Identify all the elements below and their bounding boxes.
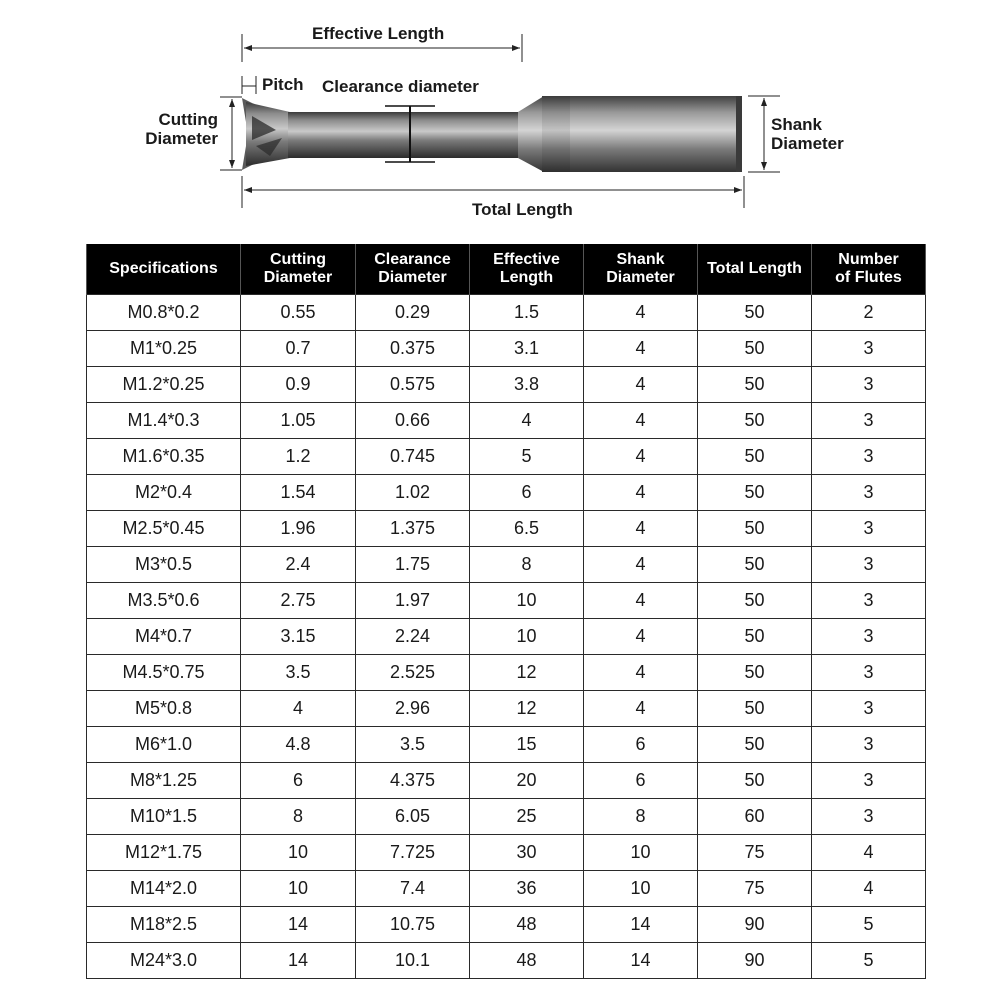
table-row: [87, 835, 926, 871]
value-cell: 75: [698, 871, 812, 907]
column-header-text: Shank: [616, 251, 665, 268]
column-header-text: Number: [838, 251, 899, 268]
column-header-text: Specifications: [109, 260, 218, 277]
value-cell: 1.54: [241, 475, 356, 511]
value-cell: 4: [584, 655, 698, 691]
value-cell: 50: [698, 691, 812, 727]
value-cell: 10: [470, 583, 584, 619]
value-cell: 4: [241, 691, 356, 727]
value-cell: 6.5: [470, 511, 584, 547]
value-cell: 4.8: [241, 727, 356, 763]
column-header-text: Diameter: [378, 269, 447, 286]
value-cell: 36: [470, 871, 584, 907]
value-cell: 50: [698, 439, 812, 475]
value-cell: 0.7: [241, 331, 356, 367]
header-row: [87, 244, 926, 295]
value-cell: 50: [698, 295, 812, 331]
value-cell: 0.66: [356, 403, 470, 439]
table-row: [87, 403, 926, 439]
value-cell: 3: [812, 367, 926, 403]
value-cell: 3.8: [470, 367, 584, 403]
spec-cell: M1.6*0.35: [87, 439, 241, 475]
table-row: [87, 655, 926, 691]
value-cell: 0.9: [241, 367, 356, 403]
value-cell: 48: [470, 907, 584, 943]
value-cell: 3.15: [241, 619, 356, 655]
value-cell: 0.575: [356, 367, 470, 403]
value-cell: 10: [470, 619, 584, 655]
value-cell: 10: [584, 835, 698, 871]
value-cell: 3: [812, 439, 926, 475]
shank-diameter-label-line-2: Diameter: [771, 134, 844, 154]
spec-cell: M4*0.7: [87, 619, 241, 655]
spec-cell: M1.2*0.25: [87, 367, 241, 403]
column-header: [470, 244, 584, 295]
value-cell: 3: [812, 763, 926, 799]
value-cell: 2.75: [241, 583, 356, 619]
value-cell: 5: [470, 439, 584, 475]
value-cell: 3: [812, 331, 926, 367]
spec-cell: M2*0.4: [87, 475, 241, 511]
value-cell: 6: [470, 475, 584, 511]
clearance-diameter-label: Clearance diameter: [322, 77, 479, 96]
value-cell: 3: [812, 547, 926, 583]
table-row: [87, 511, 926, 547]
table-row: [87, 475, 926, 511]
value-cell: 3: [812, 727, 926, 763]
value-cell: 3.5: [241, 655, 356, 691]
table-row: [87, 547, 926, 583]
spec-cell: M24*3.0: [87, 943, 241, 979]
value-cell: 4: [584, 403, 698, 439]
tool-body: [242, 96, 742, 172]
value-cell: 60: [698, 799, 812, 835]
table-row: [87, 583, 926, 619]
table-row: [87, 907, 926, 943]
pitch-label: Pitch: [262, 75, 304, 94]
value-cell: 3: [812, 475, 926, 511]
value-cell: 10: [241, 871, 356, 907]
column-header: [241, 244, 356, 295]
value-cell: 48: [470, 943, 584, 979]
spec-cell: M10*1.5: [87, 799, 241, 835]
value-cell: 12: [470, 655, 584, 691]
cutting-diameter-label-line-2: Diameter: [145, 129, 218, 149]
value-cell: 0.745: [356, 439, 470, 475]
value-cell: 50: [698, 403, 812, 439]
value-cell: 50: [698, 331, 812, 367]
value-cell: 5: [812, 943, 926, 979]
value-cell: 10: [584, 871, 698, 907]
table-row: [87, 295, 926, 331]
value-cell: 3: [812, 655, 926, 691]
column-header: [812, 244, 926, 295]
value-cell: 4: [584, 511, 698, 547]
value-cell: 14: [584, 943, 698, 979]
value-cell: 4: [584, 439, 698, 475]
value-cell: 1.375: [356, 511, 470, 547]
table-row: [87, 439, 926, 475]
value-cell: 4: [584, 295, 698, 331]
value-cell: 4.375: [356, 763, 470, 799]
table-header: [87, 244, 926, 295]
value-cell: 50: [698, 583, 812, 619]
spec-cell: M4.5*0.75: [87, 655, 241, 691]
value-cell: 50: [698, 727, 812, 763]
column-header-text: Length: [499, 269, 554, 286]
value-cell: 2.24: [356, 619, 470, 655]
spec-cell: M8*1.25: [87, 763, 241, 799]
column-header-text: of Flutes: [835, 269, 902, 286]
value-cell: 4: [584, 331, 698, 367]
column-header-text: Diameter: [606, 269, 675, 286]
pitch-marker: [242, 76, 256, 94]
value-cell: 4: [812, 835, 926, 871]
column-header-text: Total Length: [707, 260, 802, 277]
effective-length-label: Effective Length: [312, 24, 445, 43]
value-cell: 8: [241, 799, 356, 835]
value-cell: 0.55: [241, 295, 356, 331]
value-cell: 12: [470, 691, 584, 727]
value-cell: 1.96: [241, 511, 356, 547]
spec-cell: M12*1.75: [87, 835, 241, 871]
spec-cell: M0.8*0.2: [87, 295, 241, 331]
table-row: [87, 871, 926, 907]
table-row: [87, 331, 926, 367]
value-cell: 0.375: [356, 331, 470, 367]
column-header: [356, 244, 470, 295]
column-header-text: Cutting: [270, 251, 326, 268]
value-cell: 10: [241, 835, 356, 871]
value-cell: 50: [698, 367, 812, 403]
value-cell: 4: [584, 619, 698, 655]
value-cell: 5: [812, 907, 926, 943]
spec-cell: M14*2.0: [87, 871, 241, 907]
spec-cell: M1*0.25: [87, 331, 241, 367]
value-cell: 2.4: [241, 547, 356, 583]
value-cell: 6: [584, 727, 698, 763]
value-cell: 15: [470, 727, 584, 763]
value-cell: 3: [812, 403, 926, 439]
value-cell: 50: [698, 547, 812, 583]
value-cell: 4: [584, 583, 698, 619]
value-cell: 8: [470, 547, 584, 583]
spec-cell: M18*2.5: [87, 907, 241, 943]
value-cell: 0.29: [356, 295, 470, 331]
value-cell: 8: [584, 799, 698, 835]
value-cell: 3: [812, 619, 926, 655]
value-cell: 3: [812, 799, 926, 835]
shank-diameter-label-line-1: Shank: [771, 115, 823, 134]
value-cell: 30: [470, 835, 584, 871]
value-cell: 50: [698, 655, 812, 691]
value-cell: 4: [470, 403, 584, 439]
value-cell: 4: [584, 367, 698, 403]
value-cell: 90: [698, 907, 812, 943]
spec-cell: M2.5*0.45: [87, 511, 241, 547]
value-cell: 2.525: [356, 655, 470, 691]
value-cell: 10.75: [356, 907, 470, 943]
table-row: [87, 367, 926, 403]
value-cell: 3: [812, 583, 926, 619]
value-cell: 1.2: [241, 439, 356, 475]
value-cell: 50: [698, 475, 812, 511]
value-cell: 6.05: [356, 799, 470, 835]
value-cell: 50: [698, 511, 812, 547]
value-cell: 4: [812, 871, 926, 907]
cutting-diameter-label: [138, 110, 218, 148]
table-body: [87, 295, 926, 979]
value-cell: 1.75: [356, 547, 470, 583]
table-row: [87, 619, 926, 655]
value-cell: 1.5: [470, 295, 584, 331]
value-cell: 75: [698, 835, 812, 871]
value-cell: 1.97: [356, 583, 470, 619]
value-cell: 4: [584, 547, 698, 583]
value-cell: 2.96: [356, 691, 470, 727]
total-length-label: Total Length: [472, 200, 573, 219]
table-row: [87, 943, 926, 979]
value-cell: 10.1: [356, 943, 470, 979]
value-cell: 6: [241, 763, 356, 799]
spec-cell: M3.5*0.6: [87, 583, 241, 619]
value-cell: 50: [698, 763, 812, 799]
table-row: [87, 763, 926, 799]
value-cell: 90: [698, 943, 812, 979]
shank-diameter-label: [771, 115, 844, 153]
value-cell: 6: [584, 763, 698, 799]
spec-cell: M1.4*0.3: [87, 403, 241, 439]
table-row: [87, 799, 926, 835]
table-row: [87, 727, 926, 763]
value-cell: 14: [584, 907, 698, 943]
value-cell: 7.725: [356, 835, 470, 871]
column-header-text: Clearance: [374, 251, 451, 268]
value-cell: 50: [698, 619, 812, 655]
column-header: [87, 244, 241, 295]
value-cell: 2: [812, 295, 926, 331]
value-cell: 4: [584, 691, 698, 727]
value-cell: 3.1: [470, 331, 584, 367]
column-header-text: Diameter: [263, 269, 333, 286]
table-row: [87, 691, 926, 727]
tool-diagram: [0, 0, 1000, 240]
value-cell: 25: [470, 799, 584, 835]
column-header: [698, 244, 812, 295]
spec-cell: M3*0.5: [87, 547, 241, 583]
value-cell: 1.05: [241, 403, 356, 439]
column-header-text: Effective: [493, 251, 560, 268]
value-cell: 20: [470, 763, 584, 799]
value-cell: 3: [812, 691, 926, 727]
cutting-diameter-label-line-1: Cutting: [158, 110, 218, 129]
value-cell: 14: [241, 907, 356, 943]
spec-cell: M5*0.8: [87, 691, 241, 727]
value-cell: 3: [812, 511, 926, 547]
spec-cell: M6*1.0: [87, 727, 241, 763]
value-cell: 14: [241, 943, 356, 979]
column-header: [584, 244, 698, 295]
value-cell: 7.4: [356, 871, 470, 907]
cutting-diameter-dimension: [220, 97, 242, 170]
value-cell: 3.5: [356, 727, 470, 763]
value-cell: 1.02: [356, 475, 470, 511]
specifications-table: [86, 244, 926, 979]
value-cell: 4: [584, 475, 698, 511]
